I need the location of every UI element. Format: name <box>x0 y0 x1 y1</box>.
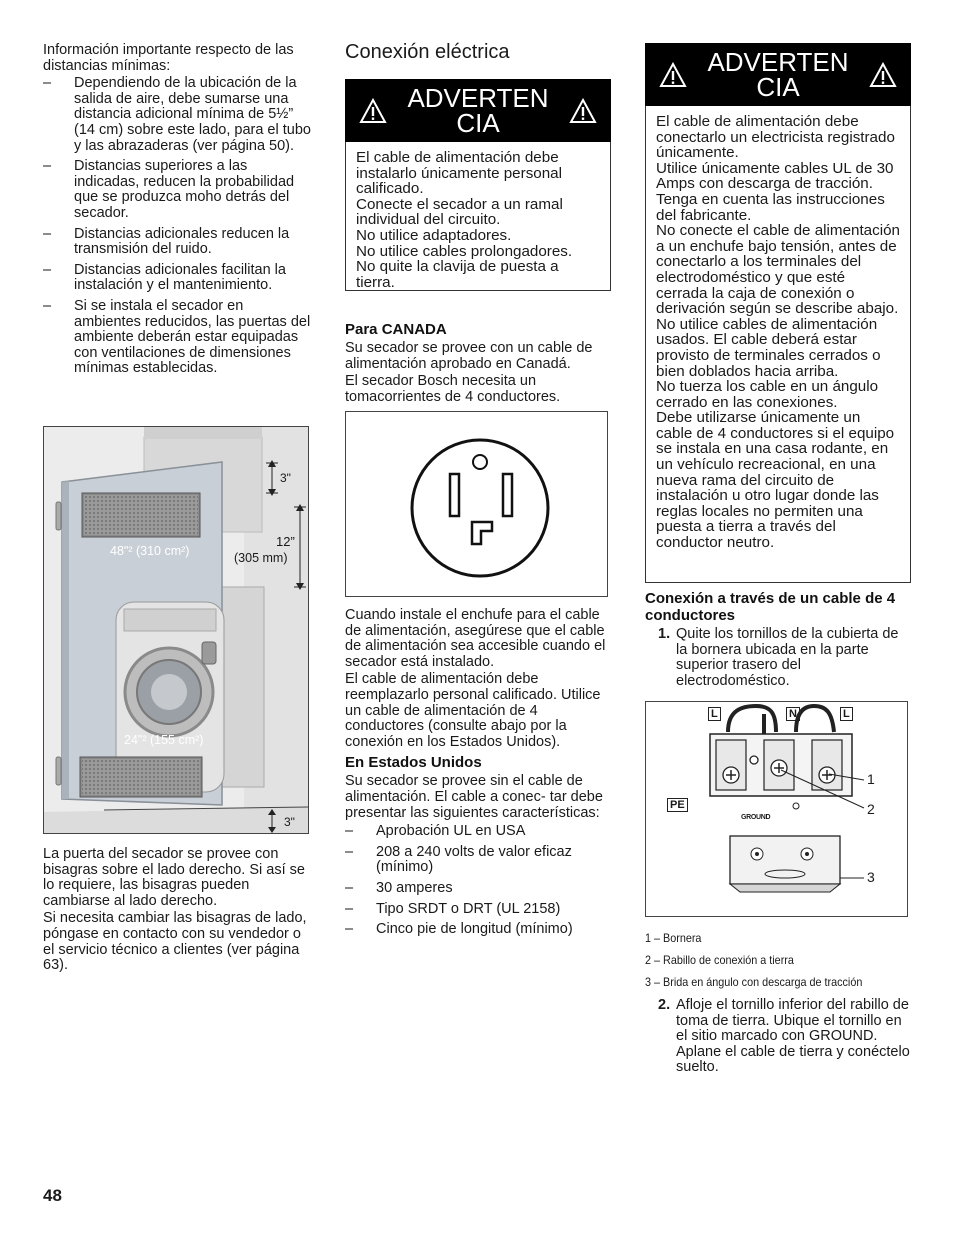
warning-title: ADVERTENCIA <box>707 46 849 102</box>
list-item: – Distancias superiores a las indicadas, reducen la probabilidad que se produzca moho detrás del secador. <box>43 159 311 221</box>
callout-3: 3 <box>867 869 875 885</box>
canada-heading: Para CANADA <box>345 321 447 338</box>
canada-section <box>345 321 611 407</box>
intro-text: Información importante respecto de las distancias mínimas: <box>43 42 294 74</box>
warning-line: No utilice adaptadores. <box>356 226 512 244</box>
step-item <box>645 998 913 1076</box>
dryer-clearance-illustration <box>44 427 308 833</box>
warning-line: No conecte el cable de alimentación a un enchufe bajo tensión, antes de conectarlo a los terminales del electrodoméstico y que esté cerrada la caja de conexión o derivación según se describe abajo. <box>656 222 900 318</box>
warning-line: No utilice cables prolongadores. <box>356 242 573 260</box>
canada-text: Su secador se provee con un cable de alimentación aprobado en Canadá. <box>345 340 593 372</box>
list-item: – Dependiendo de la ubicación de la salida de aire, debe sumarse una distancia adicional mínima de 5½” (14 cm) sobre este lado, para el tubo y las abrazaderas (ver página 50). <box>43 76 311 154</box>
terminal-label-l: L <box>708 707 721 721</box>
figure-legend <box>645 931 925 989</box>
clearance-figure <box>43 426 309 834</box>
step-number: 1. <box>658 626 671 642</box>
legend-item: 2 – Rabillo de conexión a tierra <box>645 953 794 967</box>
ground-label: GROUND <box>741 814 771 821</box>
terminal-label-n: N <box>786 707 800 721</box>
steps-list <box>645 627 913 689</box>
step-text: Afloje el tornillo inferior del rabillo de toma de tierra. Ubique el tornillo en el sitio marcado con GROUND. Aplane el cable de tierra y conéctelo suelto. <box>676 997 910 1076</box>
steps-list <box>645 998 913 1076</box>
list-item: – Cinco pie de longitud (mínimo) <box>345 922 613 938</box>
outlet-figure <box>345 411 608 597</box>
dimension-top: 3" <box>280 471 291 485</box>
warning-triangle-icon <box>659 62 687 88</box>
terminal-block-figure <box>645 701 908 917</box>
list-item: – 30 amperes <box>345 881 613 897</box>
warning-line: Utilice únicamente cables UL de 30 Amps con descarga de tracción. Tenga en cuenta las instrucciones del fabricante. <box>656 159 894 224</box>
list-item: – Aprobación UL en USA <box>345 824 613 840</box>
terminal-label-pe: PE <box>667 798 688 812</box>
warning-header <box>345 79 611 142</box>
warning-body <box>645 106 911 583</box>
column-left-bottom <box>43 847 311 976</box>
column-middle-bottom <box>345 608 613 943</box>
warning-line: Conecte el secador a un ramal individual del circuito. <box>356 195 563 229</box>
step-two-section <box>645 998 913 1076</box>
dimension-middle-metric: (305 mm) <box>234 551 288 565</box>
hinge-paragraph: La puerta del secador se provee con bisagras sobre el lado derecho. Si así se lo requiere, las bisagras pueden cambiarse al lado derecho. <box>43 846 305 909</box>
page-number: 48 <box>43 1186 62 1205</box>
warning-header <box>645 43 911 106</box>
list-item: – 208 a 240 volts de valor eficaz (mínimo) <box>345 845 613 876</box>
vent-upper-label: 48"² (310 cm²) <box>110 544 190 558</box>
clearance-list <box>43 76 311 377</box>
legend-item: 3 – Brida en ángulo con descarga de tracción <box>645 975 863 989</box>
list-item: – Distancias adicionales reducen la transmisión del ruido. <box>43 227 311 258</box>
four-wire-section <box>645 590 913 689</box>
legend-item: 1 – Bornera <box>645 931 702 945</box>
dimension-bottom: 3" <box>284 815 295 829</box>
list-item: – Tipo SRDT o DRT (UL 2158) <box>345 902 613 918</box>
section-title: Conexión eléctrica <box>345 41 510 63</box>
warning-line: No quite la clavija de puesta a tierra. <box>356 258 559 291</box>
warning-triangle-icon <box>869 62 897 88</box>
step-text: Quite los tornillos de la cubierta de la bornera ubicada en la parte superior trasero del electrodoméstico. <box>676 626 899 689</box>
column-left <box>43 43 311 382</box>
dimension-middle: 12” <box>276 534 295 549</box>
warning-line: El cable de alimentación debe conectarlo un electricista registrado únicamente. <box>656 113 895 162</box>
cable-paragraph: El cable de alimentación debe reemplazarlo personal calificado. Utilice un cable de alimentación de 4 conductores (consulte abajo por la conexión en los Estados Unidos). <box>345 671 601 750</box>
vent-lower-label: 24"² (155 cm²) <box>124 733 204 747</box>
warning-box-right <box>645 43 911 583</box>
warning-line: No tuerza los cable en un ángulo cerrado en las conexiones. <box>656 378 879 411</box>
four-prong-outlet-icon <box>346 412 607 596</box>
list-item: – Si se instala el secador en ambientes reducidos, las puertas del ambiente deberán estar equipadas con ventilaciones de dimensiones mínimas establecidas. <box>43 299 311 377</box>
terminal-label-l: L <box>840 707 853 721</box>
step-item <box>645 627 913 689</box>
list-item: – Distancias adicionales facilitan la instalación y el mantenimiento. <box>43 263 311 294</box>
warning-triangle-icon <box>569 98 597 124</box>
canada-text: El secador Bosch necesita un tomacorrientes de 4 conductores. <box>345 373 561 405</box>
us-text: Su secador se provee sin el cable de alimentación. El cable a conec- tar debe presentar las siguientes características: <box>345 773 603 821</box>
warning-box-left <box>345 79 611 291</box>
warning-body <box>345 142 611 291</box>
callout-2: 2 <box>867 801 875 817</box>
warning-triangle-icon <box>359 98 387 124</box>
warning-line: El cable de alimentación debe instalarlo únicamente personal calificado. <box>356 149 562 198</box>
step-number: 2. <box>658 997 671 1013</box>
warning-line: No utilice cables de alimentación usados. El cable deberá estar provisto de terminales cerrados o bien doblados hacia arriba. <box>656 315 881 380</box>
cable-spec-list <box>345 824 613 938</box>
four-wire-heading: Conexión a través de un cable de 4 conductores <box>645 590 896 624</box>
warning-line: Debe utilizarse únicamente un cable de 4 conductores si el equipo se instala en una casa rodante, en un vehículo recreacional, en una nueva rama del circuito de instalación u otro lugar donde las reglas locales no permiten una puesta a tierra a través del conductor neutro. <box>656 409 895 552</box>
plug-paragraph: Cuando instale el enchufe para el cable de alimentación, asegúrese que el cable de alimentación sea accesible cuando el secador está instalado. <box>345 607 606 670</box>
hinge-change-paragraph: Si necesita cambiar las bisagras de lado, póngase en contacto con su vendedor o el servicio técnico a clientes (ver página 63). <box>43 910 307 974</box>
callout-1: 1 <box>867 771 875 787</box>
warning-title: ADVERTENCIA <box>407 82 549 138</box>
us-heading: En Estados Unidos <box>345 754 482 772</box>
